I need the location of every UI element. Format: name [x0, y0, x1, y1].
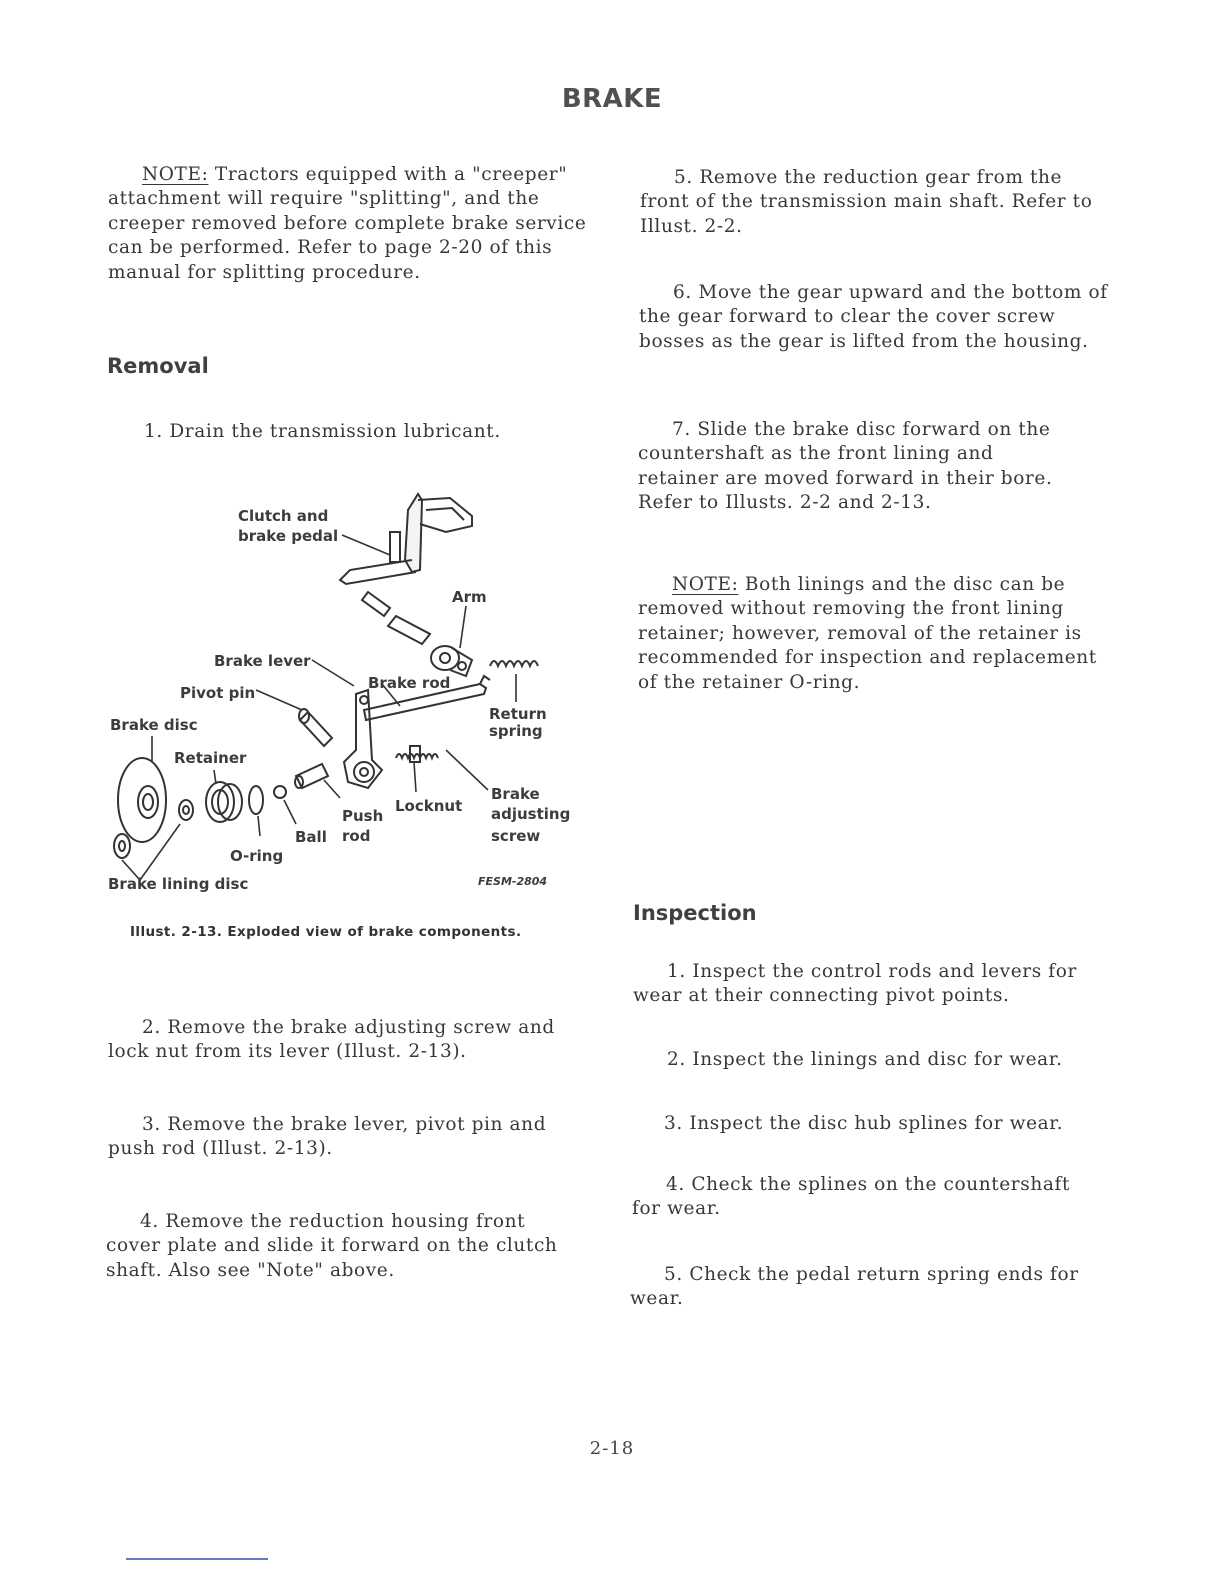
inspection-step-3: 3. Inspect the disc hub splines for wear. — [664, 1113, 1064, 1134]
ball-drawing — [274, 786, 286, 798]
label-oring: O-ring — [230, 847, 284, 865]
label-return-line2: spring — [489, 722, 543, 740]
page-number: 2-18 — [589, 1438, 635, 1459]
label-brake-lever: Brake lever — [214, 652, 311, 670]
label-arm: Arm — [452, 588, 487, 606]
footer-rule — [126, 1558, 268, 1560]
push-rod-drawing — [295, 764, 328, 788]
inspection-step-4: 4. Check the splines on the countershaft for wear. — [632, 1174, 1070, 1220]
inspection-step-1: 1. Inspect the control rods and levers for wear at their connecting pivot points. — [633, 961, 1077, 1007]
right-note-label: NOTE: — [672, 574, 739, 595]
brake-disc-drawing — [118, 758, 166, 842]
note-label: NOTE: — [142, 164, 209, 185]
removal-heading: Removal — [107, 354, 209, 378]
label-push-line1: Push — [342, 807, 384, 825]
removal-step-3: 3. Remove the brake lever, pivot pin and push rod (Illust. 2-13). — [108, 1114, 547, 1160]
return-spring-drawing — [490, 661, 538, 666]
removal-step-5: 5. Remove the reduction gear from the front of the transmission main shaft. Refer to Illust. 2-2. — [640, 167, 1093, 237]
right-note-text: Both linings and the disc can be removed without removing the front lining retainer; however, removal of the retainer is recommended for inspection and replacement of the retainer O-ring. — [638, 574, 1097, 693]
removal-step-2: 2. Remove the brake adjusting screw and lock nut from its lever (Illust. 2-13). — [108, 1017, 555, 1063]
label-adjust-line2: adjusting — [491, 805, 571, 823]
label-retainer: Retainer — [174, 749, 247, 767]
label-adjust-line1: Brake — [491, 785, 540, 803]
removal-step-1: 1. Drain the transmission lubricant. — [144, 421, 501, 442]
left-note — [108, 163, 608, 285]
label-clutch-line2: brake pedal — [238, 527, 339, 545]
small-lining-drawing — [179, 800, 193, 820]
front-lining-drawing — [114, 834, 130, 858]
label-adjust-line3: screw — [491, 827, 541, 845]
label-brake-rod: Brake rod — [368, 674, 451, 692]
brake-exploded-diagram — [100, 480, 580, 900]
label-locknut: Locknut — [395, 797, 463, 815]
label-return-line1: Return — [489, 705, 547, 723]
removal-step-6: 6. Move the gear upward and the bottom of the gear forward to clear the cover screw bosses as the gear is lifted from the housing. — [639, 282, 1108, 352]
label-lining-disc: Brake lining disc — [108, 875, 249, 893]
right-note — [638, 573, 1118, 695]
adjusting-screw-drawing — [396, 746, 438, 762]
label-ball: Ball — [295, 828, 327, 846]
pivot-pin-drawing — [299, 709, 332, 746]
figure-caption: Illust. 2-13. Exploded view of brake components. — [130, 924, 522, 940]
inspection-step-5: 5. Check the pedal return spring ends for wear. — [630, 1264, 1079, 1310]
removal-step-7: 7. Slide the brake disc forward on the countershaft as the front lining and retainer are moved forward in their bore. Refer to Illusts. 2-2 and 2-13. — [638, 419, 1053, 514]
label-figure-code: FESM-2804 — [478, 875, 548, 888]
brake-lever-drawing — [344, 690, 382, 788]
arm-drawing — [431, 646, 472, 676]
label-clutch-line1: Clutch and — [238, 507, 329, 525]
label-brake-disc: Brake disc — [110, 716, 198, 734]
pedal-shaft-drawing — [362, 592, 430, 644]
inspection-step-2: 2. Inspect the linings and disc for wear. — [667, 1049, 1063, 1070]
note-text: Tractors equipped with a "creeper" attachment will require "splitting", and the creeper removed before complete brake service can be performed. Refer to page 2-20 of this manual for splitting procedure. — [108, 164, 587, 283]
label-push-line2: rod — [342, 827, 371, 845]
oring-drawing — [249, 786, 263, 814]
retainer-drawing — [206, 782, 242, 822]
page-title: BRAKE — [561, 84, 663, 114]
pedal-drawing — [340, 494, 472, 584]
inspection-heading: Inspection — [633, 901, 757, 925]
removal-step-4: 4. Remove the reduction housing front cover plate and slide it forward on the clutch shaft. Also see "Note" above. — [106, 1211, 558, 1281]
label-pivot-pin: Pivot pin — [180, 684, 256, 702]
